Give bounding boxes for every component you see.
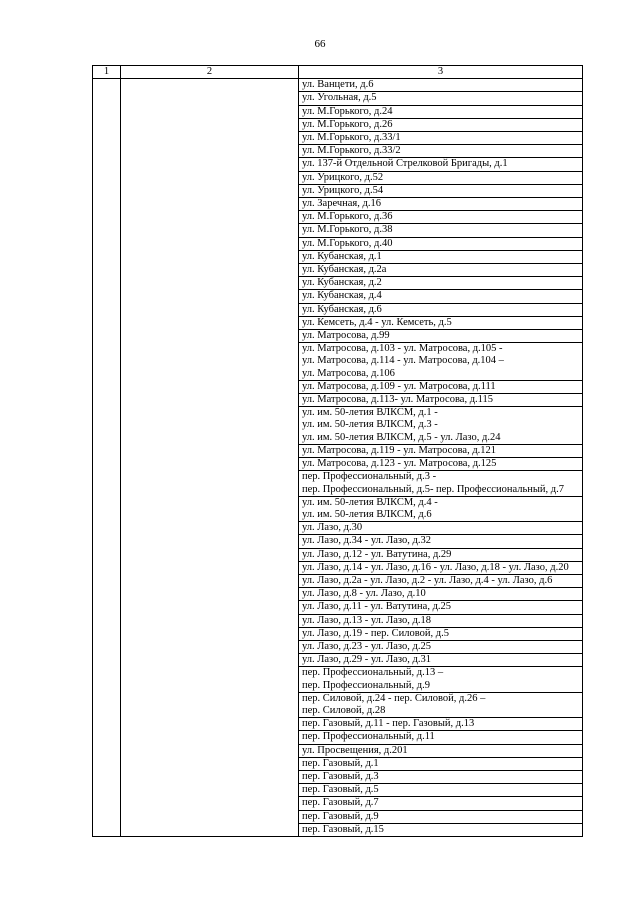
address-cell [299,797,583,810]
address-cell [299,303,583,316]
address-cell [299,496,583,521]
address-line: ул. Кубанская, д.6 [302,303,382,315]
page-number: 66 [314,38,326,50]
address-cell [299,264,583,277]
address-line: ул. Кемсеть, д.4 - ул. Кемсеть, д.5 [302,316,452,328]
address-cell [299,744,583,757]
address-cell [299,158,583,171]
address-line: пер. Силовой, д.28 [302,704,386,716]
address-cell [299,380,583,393]
address-cell [299,640,583,653]
address-cell [299,667,583,692]
address-line: ул. Лазо, д.19 - пер. Силовой, д.5 [302,627,449,639]
address-line: ул. М.Горького, д.33/2 [302,145,401,157]
address-line: ул. Урицкого, д.52 [302,171,384,183]
address-cell [299,718,583,731]
address-line: ул. им. 50-летия ВЛКСМ, д.6 [302,508,432,520]
address-line: ул. М.Горького, д.24 [302,105,393,117]
address-cell [299,290,583,303]
address-line: ул. Матросова, д.119 - ул. Матросова, д.121 [302,444,497,456]
address-line: пер. Газовый, д.5 [302,784,379,796]
address-cell [299,444,583,457]
address-line: ул. Матросова, д.103 - ул. Матросова, д.105 - [302,343,503,355]
address-cell [299,394,583,407]
address-line: ул. 137-й Отдельной Стрелковой Бригады, д.1 [302,158,508,170]
address-line: ул. Матросова, д.114 - ул. Матросова, д.104 – [302,355,504,367]
address-line: пер. Газовый, д.7 [302,797,379,809]
address-line: ул. Лазо, д.11 - ул. Ватутина, д.25 [302,601,452,613]
address-cell [299,548,583,561]
address-line: ул. им. 50-летия ВЛКСМ, д.4 - [302,496,438,508]
address-cell [299,211,583,224]
address-line: пер. Профессиональный, д.5- пер. Профессиональный, д.7 [302,483,564,495]
address-line: ул. Кубанская, д.4 [302,290,382,302]
address-line: ул. Ванцети, д.6 [302,79,374,91]
address-line: пер. Газовый, д.3 [302,770,379,782]
address-line: пер. Профессиональный, д.13 – [302,667,444,679]
address-cell [299,823,583,836]
address-line: ул. М.Горького, д.40 [302,237,393,249]
address-line: пер. Профессиональный, д.11 [302,731,435,743]
address-cell [299,614,583,627]
address-line: ул. Лазо, д.30 [302,522,363,534]
address-cell [299,92,583,105]
address-cell [299,535,583,548]
header-col-2: 2 [121,66,299,79]
table-body [93,79,583,837]
address-line: пер. Профессиональный, д.3 - [302,471,437,483]
address-cell [299,731,583,744]
address-cell [299,171,583,184]
address-cell [299,237,583,250]
address-cell [299,224,583,237]
address-line: ул. Матросова, д.113- ул. Матросова, д.115 [302,394,494,406]
address-cell [299,654,583,667]
address-line: пер. Газовый, д.9 [302,810,379,822]
address-line: пер. Силовой, д.24 - пер. Силовой, д.26 – [302,692,486,704]
address-cell [299,588,583,601]
address-cell [299,561,583,574]
address-line: ул. Матросова, д.99 [302,330,390,342]
address-cell [299,198,583,211]
address-line: ул. Лазо, д.2а - ул. Лазо, д.2 - ул. Лазо, д.4 - ул. Лазо, д.6 [302,574,553,586]
address-line: ул. им. 50-летия ВЛКСМ, д.3 - [302,419,438,431]
address-cell [299,343,583,381]
header-col-3: 3 [299,66,583,79]
address-line: ул. Матросова, д.109 - ул. Матросова, д.111 [302,380,496,392]
address-cell [299,316,583,329]
address-cell [299,627,583,640]
address-line: пер. Газовый, д.1 [302,757,379,769]
address-line: ул. Просвещения, д.201 [302,744,408,756]
address-line: ул. М.Горького, д.36 [302,211,393,223]
address-line: ул. М.Горького, д.33/1 [302,132,401,144]
address-line: ул. Кубанская, д.1 [302,250,382,262]
address-cell [299,277,583,290]
header-col-1: 1 [93,66,121,79]
address-line: ул. Заречная, д.16 [302,198,381,210]
address-line: ул. М.Горького, д.38 [302,224,393,236]
address-cell [299,105,583,118]
address-line: ул. Лазо, д.12 - ул. Ватутина, д.29 [302,548,452,560]
address-cell [299,574,583,587]
address-line: ул. Лазо, д.29 - ул. Лазо, д.31 [302,654,431,666]
address-line: ул. Урицкого, д.54 [302,184,384,196]
address-cell [299,145,583,158]
address-cell [299,784,583,797]
col-1-cell [93,79,121,837]
address-line: ул. Матросова, д.123 - ул. Матросова, д.125 [302,458,497,470]
address-line: ул. Угольная, д.5 [302,92,377,104]
address-cell [299,471,583,496]
address-line: ул. Кубанская, д.2а [302,264,387,276]
table-header-row [93,66,583,79]
address-cell [299,458,583,471]
address-cell [299,407,583,445]
address-line: ул. Лазо, д.14 - ул. Лазо, д.16 - ул. Лазо, д.18 - ул. Лазо, д.20 [302,561,569,573]
address-cell [299,757,583,770]
address-line: ул. М.Горького, д.26 [302,118,393,130]
address-cell [299,118,583,131]
address-cell [299,330,583,343]
col-2-cell [121,79,299,837]
address-cell [299,770,583,783]
address-cell [299,132,583,145]
address-line: ул. Лазо, д.23 - ул. Лазо, д.25 [302,640,431,652]
address-cell [299,810,583,823]
address-line: ул. Кубанская, д.2 [302,277,382,289]
address-cell [299,250,583,263]
address-line: пер. Газовый, д.11 - пер. Газовый, д.13 [302,718,475,730]
address-line: ул. им. 50-летия ВЛКСМ, д.1 - [302,407,438,419]
address-table [92,65,583,837]
address-line: пер. Профессиональный, д.9 [302,679,430,691]
address-line: ул. Лазо, д.34 - ул. Лазо, д.32 [302,535,431,547]
address-line: ул. Матросова, д.106 [302,367,395,379]
address-line: ул. им. 50-летия ВЛКСМ, д.5 - ул. Лазо, д.24 [302,431,501,443]
address-line: ул. Лазо, д.13 - ул. Лазо, д.18 [302,614,431,626]
address-cell [299,184,583,197]
address-cell [299,522,583,535]
address-cell [299,79,583,92]
address-line: ул. Лазо, д.8 - ул. Лазо, д.10 [302,588,426,600]
table-first-row [93,79,583,92]
address-line: пер. Газовый, д.15 [302,823,384,835]
address-cell [299,601,583,614]
address-cell [299,692,583,717]
